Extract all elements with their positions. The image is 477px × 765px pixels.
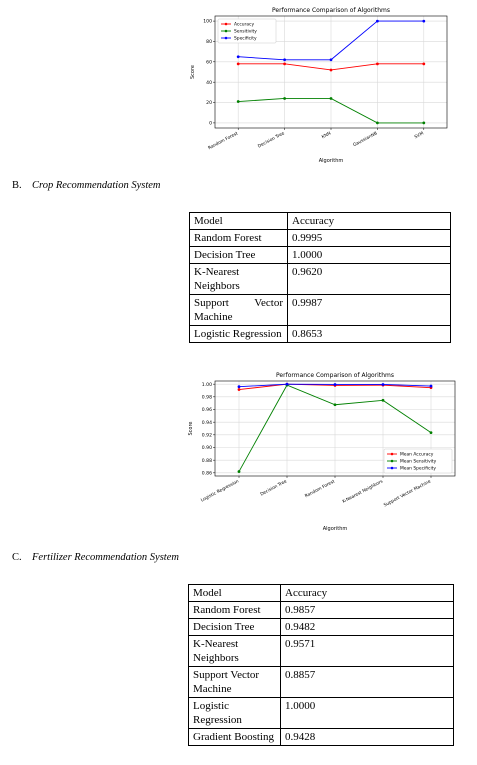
accuracy-cell: 1.0000 xyxy=(288,247,451,264)
section-title: Fertilizer Recommendation System xyxy=(32,552,179,563)
chart-title: Performance Comparison of Algorithms xyxy=(272,7,390,14)
table-header-row xyxy=(189,585,454,602)
section-number: B. xyxy=(12,180,22,191)
model-cell: Gradient Boosting xyxy=(189,729,281,746)
data-point xyxy=(330,69,333,72)
data-point xyxy=(376,20,379,23)
model-cell: Support Vector Machine xyxy=(190,295,288,326)
y-tick-label: 0.88 xyxy=(201,458,212,464)
data-point xyxy=(422,122,425,125)
model-cell: Random Forest xyxy=(190,230,288,247)
accuracy-cell: 0.9995 xyxy=(288,230,451,247)
accuracy-cell: 0.9857 xyxy=(281,602,454,619)
y-tick-label: 0.98 xyxy=(201,395,212,401)
y-tick-label: 20 xyxy=(206,101,212,107)
table-row xyxy=(189,602,454,619)
data-point xyxy=(237,100,240,103)
header-model: Model xyxy=(190,213,288,230)
chart-title: Performance Comparison of Algorithms xyxy=(276,372,394,379)
data-point xyxy=(237,55,240,58)
y-tick-label: 1.00 xyxy=(201,382,212,388)
x-axis-label: Algorithm xyxy=(322,526,348,532)
y-tick-label: 0.92 xyxy=(201,433,212,439)
y-tick-label: 0.94 xyxy=(201,420,212,426)
table-row xyxy=(189,619,454,636)
data-point xyxy=(422,20,425,23)
fertilizer-results-table xyxy=(188,584,454,746)
x-tick-label: Random Forest xyxy=(304,479,336,500)
y-tick-label: 80 xyxy=(206,40,212,46)
accuracy-cell: 0.9620 xyxy=(288,264,451,295)
y-tick-label: 60 xyxy=(206,60,212,66)
model-cell: Logistic Regression xyxy=(189,698,281,729)
data-point xyxy=(330,58,333,61)
data-point xyxy=(422,62,425,65)
data-point xyxy=(238,470,241,473)
x-tick-label: GaussianNB xyxy=(352,131,379,149)
table-row xyxy=(190,295,451,326)
data-point xyxy=(430,431,433,434)
model-cell: Support Vector Machine xyxy=(189,667,281,698)
data-point xyxy=(382,383,385,386)
model-cell: Random Forest xyxy=(189,602,281,619)
data-point xyxy=(430,385,433,388)
legend-entry: Mean Sensitivity xyxy=(400,459,437,465)
header-model: Model xyxy=(189,585,281,602)
legend-swatch-marker xyxy=(225,23,228,26)
model-cell: K-Nearest Neighbors xyxy=(189,636,281,667)
legend-swatch-marker xyxy=(225,37,228,40)
section-heading-fertilizer xyxy=(12,552,179,563)
table-header-row xyxy=(190,213,451,230)
section-number: C. xyxy=(12,552,22,563)
model-cell: K-Nearest Neighbors xyxy=(190,264,288,295)
data-point xyxy=(376,62,379,65)
legend-swatch-marker xyxy=(391,453,394,456)
section-heading-crop xyxy=(12,180,161,191)
chart-2 xyxy=(185,370,463,542)
model-cell: Logistic Regression xyxy=(190,326,288,343)
accuracy-cell: 0.9428 xyxy=(281,729,454,746)
table-row xyxy=(190,247,451,264)
model-cell: Decision Tree xyxy=(189,619,281,636)
x-tick-label: SVM xyxy=(413,131,425,141)
y-tick-label: 100 xyxy=(203,19,212,25)
accuracy-cell: 0.9482 xyxy=(281,619,454,636)
accuracy-cell: 0.8653 xyxy=(288,326,451,343)
y-tick-label: 0 xyxy=(209,121,212,127)
x-tick-label: K-Nearest Neighbors xyxy=(341,479,384,505)
header-accuracy: Accuracy xyxy=(281,585,454,602)
y-tick-label: 0.86 xyxy=(201,471,212,477)
x-tick-label: Decision Tree xyxy=(257,131,286,150)
accuracy-cell: 0.9571 xyxy=(281,636,454,667)
header-accuracy: Accuracy xyxy=(288,213,451,230)
figure-2 xyxy=(185,370,463,542)
crop-results-table xyxy=(189,212,451,343)
table-row xyxy=(189,667,454,698)
table-row xyxy=(189,698,454,729)
data-point xyxy=(237,62,240,65)
figure-1 xyxy=(185,4,455,166)
y-axis-label: Score xyxy=(188,421,194,436)
model-cell: Decision Tree xyxy=(190,247,288,264)
data-point xyxy=(283,58,286,61)
accuracy-cell: 0.8857 xyxy=(281,667,454,698)
x-tick-label: Support Vector Machine xyxy=(383,479,432,509)
legend-entry: Specificity xyxy=(234,36,257,42)
legend-entry: Accuracy xyxy=(234,22,255,28)
x-tick-label: KNN xyxy=(321,131,332,141)
legend-swatch-marker xyxy=(391,467,394,470)
data-point xyxy=(283,97,286,100)
table-row xyxy=(190,230,451,247)
data-point xyxy=(238,388,241,391)
legend-entry: Mean Specificity xyxy=(400,466,436,472)
chart-1 xyxy=(185,4,455,166)
table-row xyxy=(189,729,454,746)
data-point xyxy=(238,385,241,388)
accuracy-cell: 1.0000 xyxy=(281,698,454,729)
table-row xyxy=(190,326,451,343)
legend-swatch-marker xyxy=(391,460,394,463)
y-axis-label: Score xyxy=(190,64,196,80)
accuracy-cell: 0.9987 xyxy=(288,295,451,326)
data-point xyxy=(283,62,286,65)
data-point xyxy=(330,97,333,100)
x-tick-label: Random Forest xyxy=(207,131,240,152)
legend-entry: Mean Accuracy xyxy=(400,452,434,458)
y-tick-label: 0.96 xyxy=(201,408,212,414)
x-tick-label: Logistic Regression xyxy=(200,479,240,504)
x-axis-label: Algorithm xyxy=(318,158,344,164)
data-point xyxy=(382,399,385,402)
data-point xyxy=(334,403,337,406)
data-point xyxy=(286,383,289,386)
table-row xyxy=(190,264,451,295)
x-tick-label: Decision Tree xyxy=(259,479,288,498)
data-point xyxy=(376,122,379,125)
y-tick-label: 40 xyxy=(206,80,212,86)
y-tick-label: 0.90 xyxy=(201,446,212,452)
section-title: Crop Recommendation System xyxy=(32,180,161,191)
data-point xyxy=(334,383,337,386)
legend-swatch-marker xyxy=(225,30,228,33)
legend-entry: Sensitivity xyxy=(234,29,257,35)
table-row xyxy=(189,636,454,667)
